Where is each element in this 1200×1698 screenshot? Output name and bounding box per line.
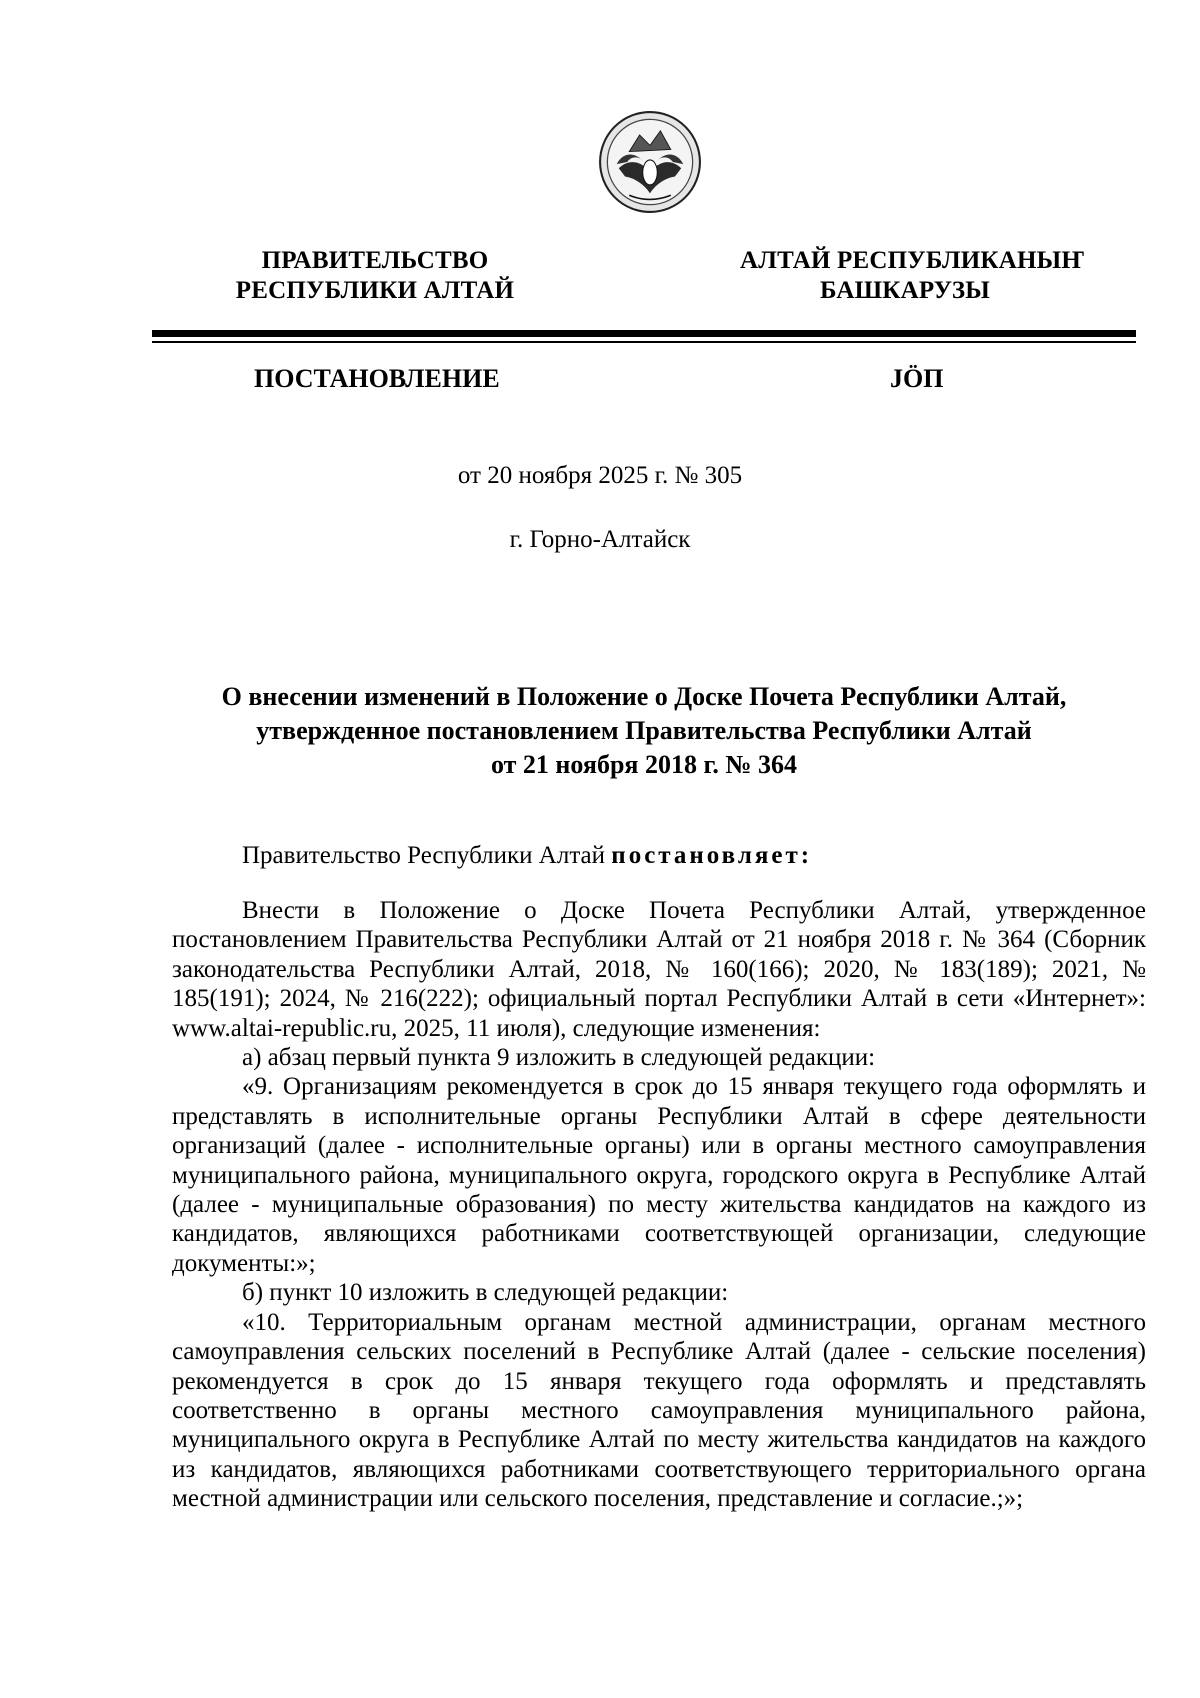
body-paragraph: «9. Организациям рекомендуется в срок до 15 января текущего года оформлять и представлять в исполнительные органы Республики Алтай в сфере деятельности организаций (далее - исполнительные органы) или в органы местного самоуправления муниципального района, муниципального округа, городского округа в Республике Алтай (далее - муниципальные образования) по месту жительства кандидатов на каждого из кандидатов, являющихся работниками соответствующей организации, следующие документы:»;: [172, 1073, 1146, 1277]
document-date-number: от 20 ноября 2025 г. № 305: [457, 462, 743, 489]
issuer-name-line: РЕСПУБЛИКИ АЛТАЙ: [235, 277, 515, 304]
decree-statement: [242, 842, 812, 870]
document-type-altai: JÖП: [890, 364, 944, 393]
title-line: О внесении изменений в Положение о Доске Почета Республики Алтай,: [221, 682, 1067, 711]
issuer-name-line: БАШКАРУЗЫ: [819, 277, 991, 304]
decree-emphasis: постановляет:: [611, 842, 813, 869]
body-paragraph: Внести в Положение о Доске Почета Республики Алтай, утвержденное постановлением Правительства Республики Алтай от 21 ноября 2018 г. № 364 (Сборник законодательства Республики Алтай, 2018, № 160(166); 2020, № 183(189); 2021, № 185(191); 2024, № 216(222); официальный портал Республики Алтай в сети «Интернет»: www.altai-republic.ru, 2025, 11 июля), следующие изменения:: [172, 897, 1146, 1042]
document-type-russian: ПОСТАНОВЛЕНИЕ: [254, 364, 500, 393]
coat-of-arms-icon: [598, 110, 702, 214]
title-line: от 21 ноября 2018 г. № 364: [490, 750, 797, 779]
decree-lead: Правительство Республики Алтай: [242, 842, 612, 869]
body-paragraph: б) пункт 10 изложить в следующей редакции:: [242, 1279, 729, 1307]
header-divider-thin: [152, 341, 1136, 343]
body-paragraph: а) абзац первый пункта 9 изложить в следующей редакции:: [242, 1044, 876, 1072]
document-title: [150, 680, 1138, 782]
document-body: [172, 896, 1146, 1514]
body-paragraph: «10. Территориальным органам местной администрации, органам местного самоуправления сельских поселений в Республике Алтай (далее - сельские поселения) рекомендуется в срок до 15 января текущего года оформлять и представлять соответственно в органы местного самоуправления муниципального района, муниципального округа в Республике Алтай по месту жительства кандидатов на каждого из кандидатов, являющихся работниками соответствующего территориального органа местной администрации или сельского поселения, представление и согласие.;»;: [172, 1308, 1146, 1513]
title-line: утвержденное постановлением Правительства Республики Алтай: [256, 716, 1032, 745]
issuer-name-altai: [740, 246, 1085, 306]
document-city: г. Горно-Алтайск: [509, 526, 691, 553]
issuer-name-line: АЛТАЙ РЕСПУБЛИКАНЫҤ: [740, 247, 1085, 274]
header-divider-thick: [152, 330, 1136, 337]
issuer-name-russian: [210, 246, 540, 306]
issuer-name-line: ПРАВИТЕЛЬСТВО: [261, 247, 489, 274]
